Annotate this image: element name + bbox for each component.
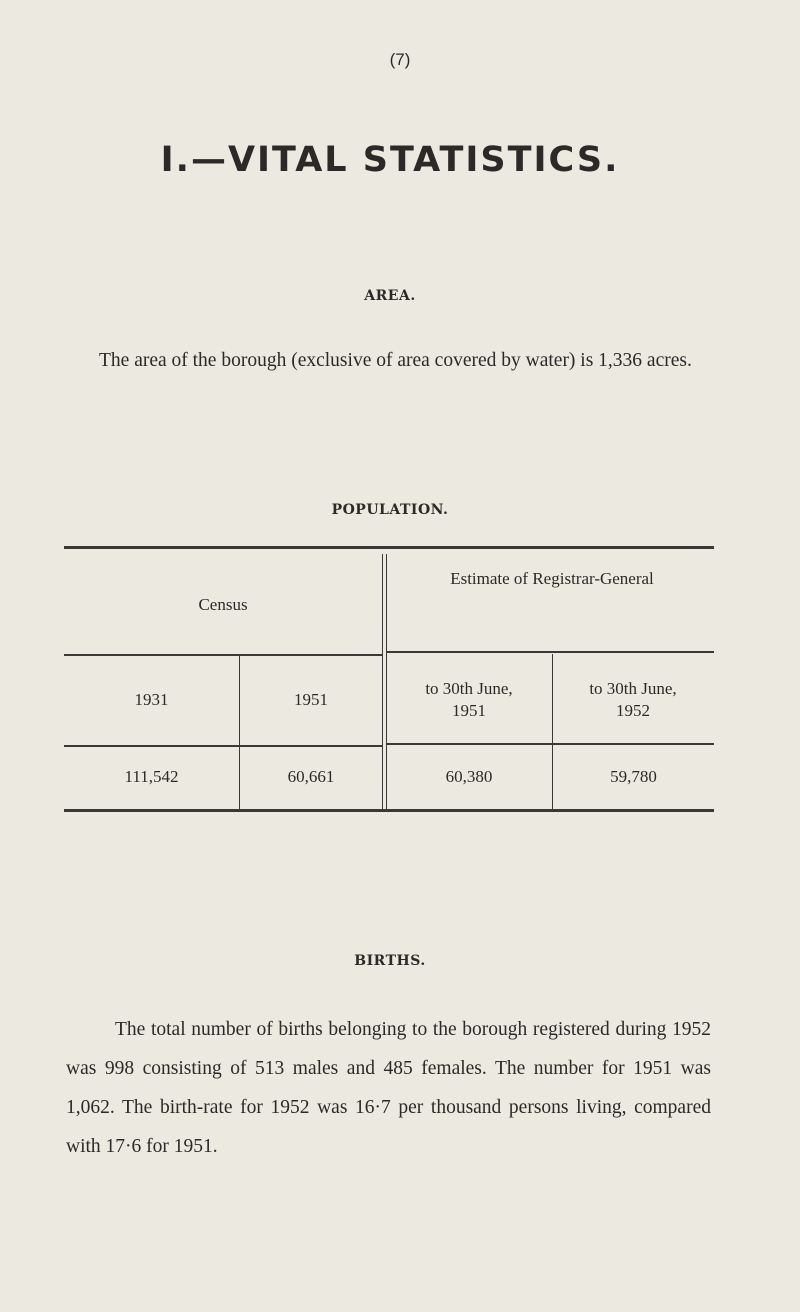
value-june-1951: 60,380 [445, 767, 493, 786]
estimate-group-header: Estimate of Registrar-General [450, 569, 654, 588]
table-bottom-rule [64, 809, 714, 812]
column-header-june-1951: to 30th June, 1951 [425, 679, 513, 720]
births-heading: BIRTHS. [354, 953, 426, 969]
table-rule-columns-right [386, 743, 714, 745]
table-rule-header-left [64, 654, 382, 656]
value-1951: 60,661 [287, 767, 335, 786]
table-rule-header-right [386, 651, 714, 653]
column-header-1931: 1931 [134, 690, 169, 709]
table-rule-columns-left [64, 745, 382, 747]
page-number: (7) [389, 50, 411, 69]
population-table [64, 546, 714, 812]
births-paragraph: The total number of births belonging to the borough registered during 1952 was 998 consisting of 513 males and 485 females. The number for 1951 was 1,062. The birth-rate for 1952 was 16·7 per thousand persons living, compared with 17·6 for 1951. [66, 1019, 711, 1157]
area-heading: AREA. [364, 288, 416, 304]
census-group-header: Census [198, 595, 248, 614]
value-june-1952: 59,780 [610, 767, 657, 786]
column-header-june-1952: to 30th June, 1952 [589, 679, 677, 720]
population-heading: POPULATION. [331, 502, 449, 518]
column-header-1951: 1951 [294, 690, 328, 709]
value-1931: 111,542 [124, 767, 179, 786]
area-paragraph: The area of the borough (exclusive of area covered by water) is 1,336 acres. [99, 350, 692, 371]
table-center-rule-left [382, 554, 383, 809]
table-top-rule [64, 546, 714, 549]
page-title: I.—VITAL STATISTICS. [160, 140, 620, 180]
